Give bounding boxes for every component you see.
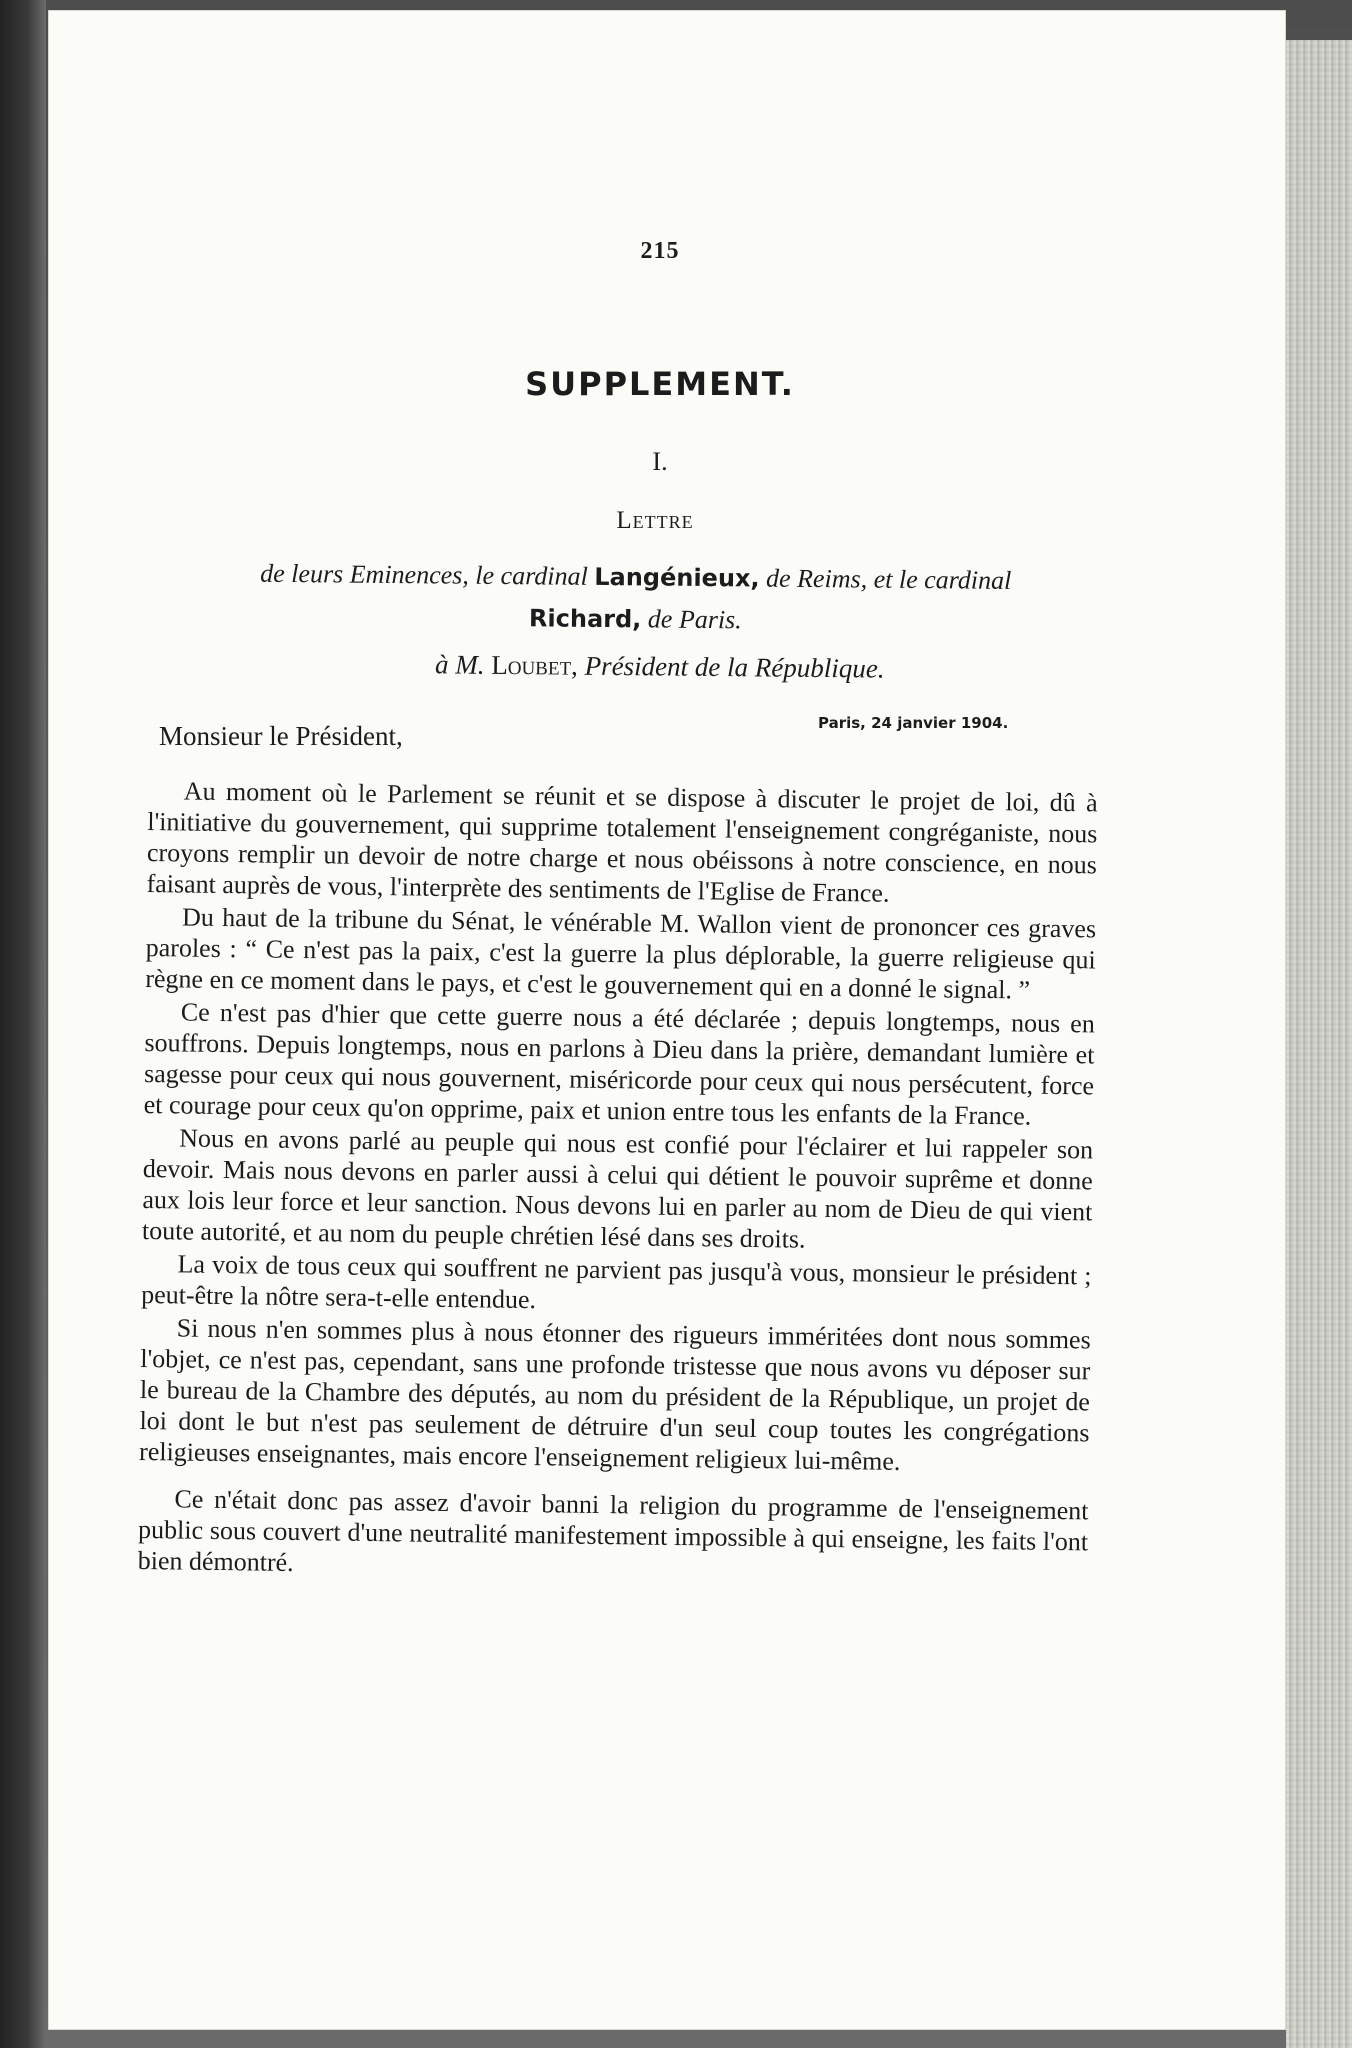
letter-sender <box>185 552 1086 645</box>
paragraph: Si nous n'en sommes plus à nous étonner des rigueurs imméritées dont nous sommes l'objet, ce n'est pas, cependant, sans une profonde tristesse que nous avons vu déposer sur le bureau de la Chambre des députés, au nom du président de la République, un projet de loi dont le but n'est pas seulement de détruire d'un seul coup toutes les congrégations religieuses enseignantes, mais encore l'enseignement religieux lui-même. <box>138 1313 1091 1476</box>
section-heading: SUPPLEMENT. <box>525 365 795 403</box>
letter-body <box>137 775 1097 1590</box>
page-number: 215 <box>640 238 680 264</box>
paragraph: Ce n'était donc pas assez d'avoir banni la religion du programme de l'enseignement public sous couvert d'une neutralité manifestement impossible à qui enseigne, les faits l'ont bien démontré. <box>137 1484 1089 1577</box>
book-page <box>48 10 1286 2030</box>
sender-middle: de Reims, et le cardinal <box>759 563 1012 595</box>
binding-shadow <box>0 0 46 2048</box>
paragraph: Nous en avons parlé au peuple qui nous est confié pour l'éclairer et lui rappeler son devoir. Mais nous devons en parler aussi à celui qui détient le pouvoir suprême et donne aux lois leur force et leur sanction. Nous devons lui en parler au nom de Dieu de qui vient toute autorité, et au nom du peuple chrétien lésé dans ses droits. <box>141 1123 1094 1254</box>
recipient-name: Loubet, <box>491 649 579 681</box>
page-stack-edge <box>1286 40 1352 2048</box>
sender-prefix: de leurs Eminences, le cardinal <box>260 558 595 591</box>
letter-date: Paris, 24 janvier 1904. <box>818 714 1009 732</box>
paragraph: Ce n'est pas d'hier que cette guerre nous a été déclarée ; depuis longtemps, nous en souffrons. Depuis longtemps, nous en parlons à Dieu dans la prière, demandant lumière et sagesse pour ceux qui nous gouvernent, miséricorde pour ceux qui nous persécutent, force et courage pour ceux qu'on opprime, paix et union entre tous les enfants de la France. <box>143 997 1096 1131</box>
paragraph: La voix de tous ceux qui souffrent ne parvient pas jusqu'à vous, monsieur le président ; peut-être la nôtre sera-t-elle entendue. <box>141 1249 1092 1315</box>
paragraph: Du haut de la tribune du Sénat, le vénérable M. Wallon vient de prononcer ces graves paroles : “ Ce n'est pas la paix, c'est la guerre la plus déplorable, la guerre religieuse qui règne en ce moment dans le pays, et c'est le gouvernement qui en a donné le signal. ” <box>145 902 1097 1005</box>
letter-recipient <box>300 648 1020 686</box>
sender-name-richard: Richard, <box>528 604 642 634</box>
section-numeral: I. <box>652 447 668 476</box>
recipient-prefix: à M. <box>434 649 492 680</box>
sender-name-langenieux: Langénieux, <box>594 562 760 593</box>
salutation: Monsieur le Président, <box>159 721 403 751</box>
letter-title: Lettre <box>616 507 694 534</box>
sender-suffix: de Paris. <box>641 604 742 635</box>
recipient-title: Président de la République. <box>577 650 885 684</box>
paragraph: Au moment où le Parlement se réunit et se dispose à discuter le projet de loi, dû à l'initiative du gouvernement, qui supprime totalement l'enseignement congréganiste, nous croyons remplir un devoir de notre charge et nous obéissons à notre conscience, en nous faisant auprès de vous, l'interprète des sentiments de l'Eglise de France. <box>146 776 1098 908</box>
